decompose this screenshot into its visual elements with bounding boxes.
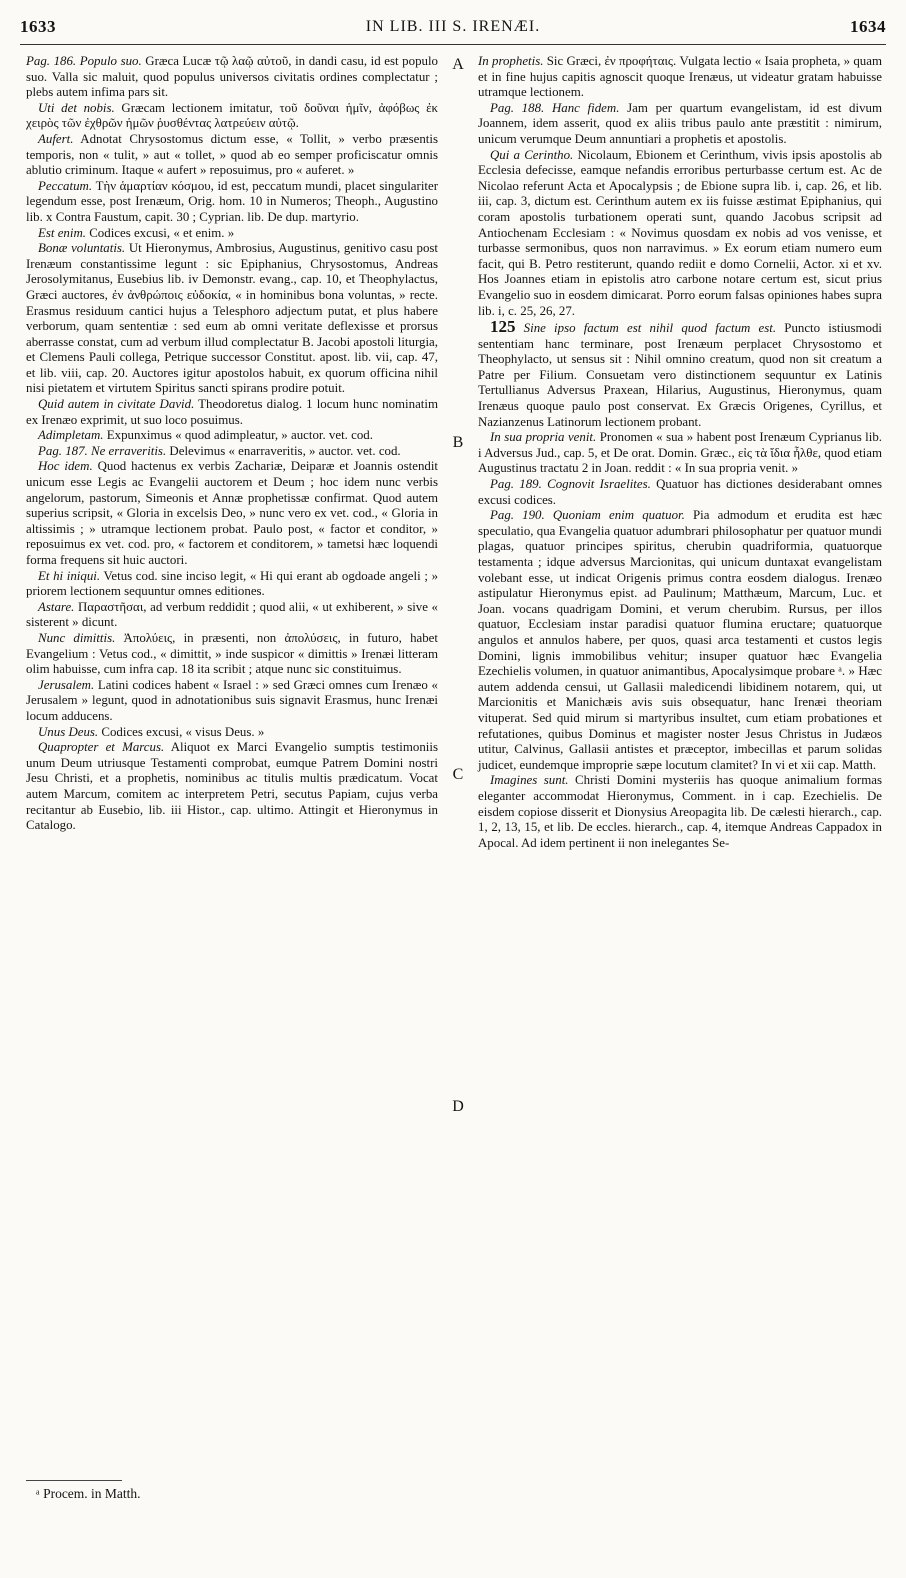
note-text: Τὴν ἁμαρτίαν κόσμου, id est, peccatum mundi, placet singulariter legendum esse, post Irenæum, Orig. hom. 10 in Numeros; Theoph., Augustino lib. x Contra Faustum, capit. 30 ; Cyprian. lib. De dup. martyrio. — [26, 178, 438, 224]
running-head — [20, 14, 886, 40]
note-text: Græca Lucæ τῷ λαῷ αὐτοῦ, in dandi casu, id est populo suo. Valla sic maluit, quod populus universos civitatis ordines complectatur ; plebs autem infima pars sit. — [26, 54, 438, 100]
note-paragraph — [478, 148, 882, 320]
note-text: Pronomen « sua » habent post Irenæum Cyprianus lib. i Adversus Jud., cap. 5, et De orat. Domin. Græc., εἰς τὰ ἴδια ἦλθε, quod etiam Augustinus tractatu 2 in Joan. reddit : « In sua propria venit. » — [478, 430, 883, 476]
note-text: Quod hactenus ex verbis Zachariæ, Deiparæ et Joannis ostendit unicum esse Legis ac Evangelii auctorem et Deum ; hoc idem nunc verbis angelorum, pastorum, Simeonis et Annæ prophetissæ confirmat. Quod autem superius scripsit, « Gloria in excelsis Deo, » nunc vero ex vet. cod., « Gloria in altissimis ; » utramque lectionem probat. Paulo post, « factor et conditor, » reposuimus ex vet. cod. pro, « factorem et conditorem, » tametsi hæc loquendi forma frequens sit huic auctori. — [26, 459, 439, 567]
note-lemma: Pag. 186. Populo suo. — [26, 54, 142, 68]
note-text: Theodoretus dialog. 1 locum hunc nominatim ex Irenæo exprimit, ut suo loco posuimus. — [26, 397, 438, 427]
note-paragraph — [26, 740, 438, 834]
note-text: Codices excusi, « visus Deus. » — [98, 724, 265, 739]
note-text: Expunximus « quod adimpleatur, » auctor. vet. cod. — [103, 428, 373, 443]
margin-marker-a: A — [452, 56, 464, 73]
note-lemma: Quapropter et Marcus. — [38, 740, 165, 755]
note-paragraph — [26, 600, 438, 631]
note-lemma: Uti det nobis. — [38, 100, 115, 115]
margin-marker-b: B — [452, 434, 464, 451]
note-paragraph — [26, 631, 438, 678]
note-paragraph — [26, 459, 438, 568]
note-lemma: Sine ipso factum est nihil quod factum est. — [515, 321, 777, 336]
note-paragraph — [26, 241, 438, 397]
note-paragraph — [26, 428, 438, 444]
note-lemma: Pag. 189. Cognovit Israelites. — [490, 477, 651, 492]
note-paragraph — [26, 179, 438, 226]
note-paragraph — [478, 508, 882, 773]
note-lemma: Unus Deus. — [38, 724, 99, 739]
note-paragraph — [478, 319, 882, 430]
right-column — [478, 54, 882, 851]
note-lemma: Adimpletam. — [38, 428, 104, 443]
note-paragraph — [478, 477, 882, 508]
note-paragraph — [26, 132, 438, 179]
running-title: IN LIB. III S. IRENÆI. — [365, 18, 541, 35]
page-number-left: 1633 — [20, 17, 56, 36]
note-lemma: Nunc dimittis. — [38, 630, 116, 645]
note-lemma: Quid autem in civitate David. — [38, 397, 195, 412]
note-paragraph — [26, 397, 438, 428]
note-lemma: Jerusalem. — [38, 677, 95, 692]
note-paragraph — [26, 54, 438, 101]
note-paragraph — [26, 725, 438, 741]
footnote: ᵃ Procem. in Matth. — [36, 1486, 141, 1501]
note-text: Sic Græci, ἐν προφήταις. Vulgata lectio « Isaia propheta, » quam et in fine hujus capitis agnoscit quoque Irenæus, ut videatur gratam habuisse utramque lectionem. — [478, 54, 882, 100]
note-lemma: Pag. 188. Hanc fidem. — [490, 100, 620, 115]
note-lemma: Aufert. — [38, 131, 74, 146]
note-text: Codices excusi, « et enim. » — [85, 225, 235, 240]
note-text: Quatuor has dictiones desiderabant omnes excusi codices. — [478, 477, 882, 507]
note-lemma: Astare. — [38, 599, 75, 614]
note-lemma: Pag. 187. Ne erraveritis. — [38, 443, 167, 458]
note-paragraph — [478, 430, 882, 477]
note-paragraph — [26, 569, 438, 600]
margin-marker-c: C — [452, 766, 464, 783]
note-text: Delevimus « enarraveritis, » auctor. vet. cod. — [166, 443, 401, 458]
note-lemma: Qui a Cerintho. — [490, 147, 574, 162]
note-text: Ut Hieronymus, Ambrosius, Augustinus, genitivo casu post Irenæum constantissime legunt : sic Epiphanius, Chrysostomus, Andreas Jerosolymitanus, Eusebius lib. iv Demonstr. evang., cap. 10, et Theophylactus, Græci auctores, ἐν ἀνθρώποις εὐδοκία, « in hominibus bona voluntas, » recte. Erasmus residuum cantici hujus a Telesphoro adjectum putat, et plus habere verborum, quam sententiæ : sed eum ab omni veritate deflexisse et prorsus aberrasse constat, cum ad verbum illud complectatur B. Jacobi apostoli liturgia, et Clemens Pauli collega, Petrique successor Constitut. apost. lib. vii, cap. 47, et lib. viii, cap. 20. Auctores igitur apostolos habuit, ex quorum officina nihil nisi pietatem et virtutem Spiritus sancti spirans prodire potuit. — [26, 241, 439, 396]
note-lemma: Est enim. — [38, 225, 86, 240]
note-paragraph — [26, 678, 438, 725]
left-column — [26, 54, 438, 834]
note-text: Aliquot ex Marci Evangelio sumptis testimoniis unum Deum utriusque Testamenti comprobat, eumque Patrem Domini nostri Jesu Christi, et a prophetis, nominibus ac titulis multis prædicatum. Vocat autem Marcum, comitem ac interpretem Petri, secutus Papiam, cujus verba recitantur ab Eusebio, lib. iii Histor., cap. ultimo. Attingit et Hieronymus in Catalogo. — [26, 740, 438, 833]
note-lemma: Bonæ voluntatis. — [38, 241, 126, 256]
section-number: 125 — [490, 317, 516, 337]
note-text: Nicolaum, Ebionem et Cerinthum, vivis ipsis apostolis ab Ecclesia defecisse, eamque nefandis erroribus perturbasse certum est. Ac de Nicolao referunt Acta et Apocalypsis ; de Ebione supra lib. i, cap. 26, et lib. iii, cap. 3, dictum est. Cerinthum autem ex iis fuisse æstimat Epiphanius, qui coram apostolis turbationem operati sunt, quando Jacobus scripsit ad Antiochenam Ecclesiam : « Novimus quosdam ex nobis ad vos venisse, et turbasse sermonibus, quos non narravimus. » Ex eorum etiam numero eum facit, qui B. Petro restiterunt, quando rediit e domo Cornelii, Actor. xi et xv. Hos Joannes etiam in epistolis atro carbone notare certum est, sicut prius Evangelio suo in eosdem dimicarat. Porro eorum falsas opiniones habes supra lib. i, c. 25, 26, 27. — [478, 147, 882, 318]
note-text: Vetus cod. sine inciso legit, « Hi qui erant ab ogdoade angeli ; » priorem lectionem sequuntur omnes editiones. — [26, 568, 439, 599]
note-text: Pia admodum et erudita est hæc speculatio, qua Evangelia quatuor adumbrari philosophatur per quatuor mundi plagas, quatuor principes spiritus, cherubin quadriformia, quatuorque testamenta ; idque adversus Marcionitas, qui unicum duntaxat evangelistam volebant esse, ut indicat Origenis primus contra eosdem dialogus. Irenæo astipulatur Hieronymus epist. ad Paulinum; Matthæum, Marcum, Luc. et Joan. vocans quadrigam Domini, et verum cherubim. Rursus, per illos quatuor, Ecclesiam instar paradisi quatuor flumina eructare; quatuorque angulos et annulos habere, per quos, quasi arca testamenti et custos legis Domini, lignis immobilibus vehitur; insuper quatuor hæc Evangelia Ezechielis volumen, in quatuor animantibus, Apocalysimque probare ᵃ. » Hæc autem addenda censui, ut Gallasii maledicendi libidinem notarem, qui, ut Marcionitis et Manichæis avis suis obsequatur, hanc Irenæi theoriam vituperat. Sed quid mirum si martyribus insultet, cum etiam probationes et refutationes, quibus Dominus et magister noster Jesus Christus in Judæos utitur, Calvinus, Gallasii antistes et præceptor, imbecillas et parum solidas judicet, eundemque improprie sæpe locutum clamitet? In vi et xii cap. Matth. — [478, 508, 882, 772]
note-paragraph — [478, 773, 882, 851]
note-lemma: Pag. 190. Quoniam enim quatuor. — [490, 508, 685, 523]
note-lemma: Hoc idem. — [38, 459, 93, 474]
page-number-right: 1634 — [849, 17, 886, 36]
note-text: Latini codices habent « Israel : » sed Græci omnes cum Irenæo « Jerusalem » legunt, quod in adnotationibus suis signavit Erasmus, hunc Irenæi locum adducens. — [26, 677, 438, 723]
footnote-rule — [26, 1480, 122, 1481]
note-text: Jam per quartum evangelistam, id est divum Joannem, idem asserit, quod ex aliis tribus paulo ante præstitit : nimirum, unicum verumque Deum annuntiari a prophetis et apostolis. — [478, 100, 882, 146]
note-lemma: Imagines sunt. — [490, 773, 569, 788]
note-paragraph — [478, 101, 882, 148]
note-paragraph — [26, 444, 438, 460]
note-text: Puncto istiusmodi sententiam hanc terminare, post Irenæum perplacet Chrysostomo et Theophylacto, ut sensus sit : Nihil omnino creatum, quod non sit creatum a Patre per Filium. Consuetam vero distinctionem sequuntur ex Latinis Tertullianus Adversus Praxean, Hilarius, Augustinus, Hieronymus, quam Irenæus quoque paulo post conservat. Ex Græcis Origenes, Cyrillus, et Nazianzenus Latinorum lectionem probant. — [478, 321, 882, 429]
note-lemma: In prophetis. — [478, 54, 544, 68]
note-text: Christi Domini mysteriis has quoque animalium formas eleganter accommodat Hieronymus, Comment. in i cap. Ezechielis. De eisdem copiose disserit et Dionysius Areopagita lib. De cælesti hierarch., cap. 1, 2, 13, 15, et lib. De eccles. hierarch., cap. 4, itemque Andreas Cappadox in Apocal. Ad idem pertinent ii non inelegantes Se- — [478, 773, 882, 850]
note-lemma: In sua propria venit. — [490, 430, 597, 445]
margin-marker-d: D — [452, 1098, 464, 1115]
note-paragraph — [26, 101, 438, 132]
note-paragraph — [478, 54, 882, 101]
note-paragraph — [26, 226, 438, 242]
note-lemma: Peccatum. — [38, 178, 93, 193]
note-text: Ἀπολύεις, in præsenti, non ἀπολύσεις, in futuro, habet Evangelium : Vetus cod., « dimittit, » inde suspicor « dimittis » Irenæi litteram olim habuisse, cum infra cap. 18 ita scribit ; atque nunc sic constituimus. — [26, 630, 438, 677]
note-text: Græcam lectionem imitatur, τοῦ δοῦναι ἡμῖν, ἀφόβως ἐκ χειρὸς τῶν ἐχθρῶν ἡμῶν ῥυσθέντας λατρεύειν αὐτῷ. — [26, 100, 438, 131]
header-rule — [20, 44, 886, 45]
note-lemma: Et hi iniqui. — [38, 568, 101, 583]
note-text: Adnotat Chrysostomus dictum esse, « Tollit, » verbo præsentis temporis, non « tulit, » aut « tollet, » quod ab eo semper proficiscatur omnis ablutio criminum. Itaque « aufert » reposuimus, pro « auferet. » — [26, 131, 438, 178]
note-text: Παραστῆσαι, ad verbum reddidit ; quod alii, « ut exhiberent, » sive « sisterent » dicunt. — [26, 599, 438, 630]
